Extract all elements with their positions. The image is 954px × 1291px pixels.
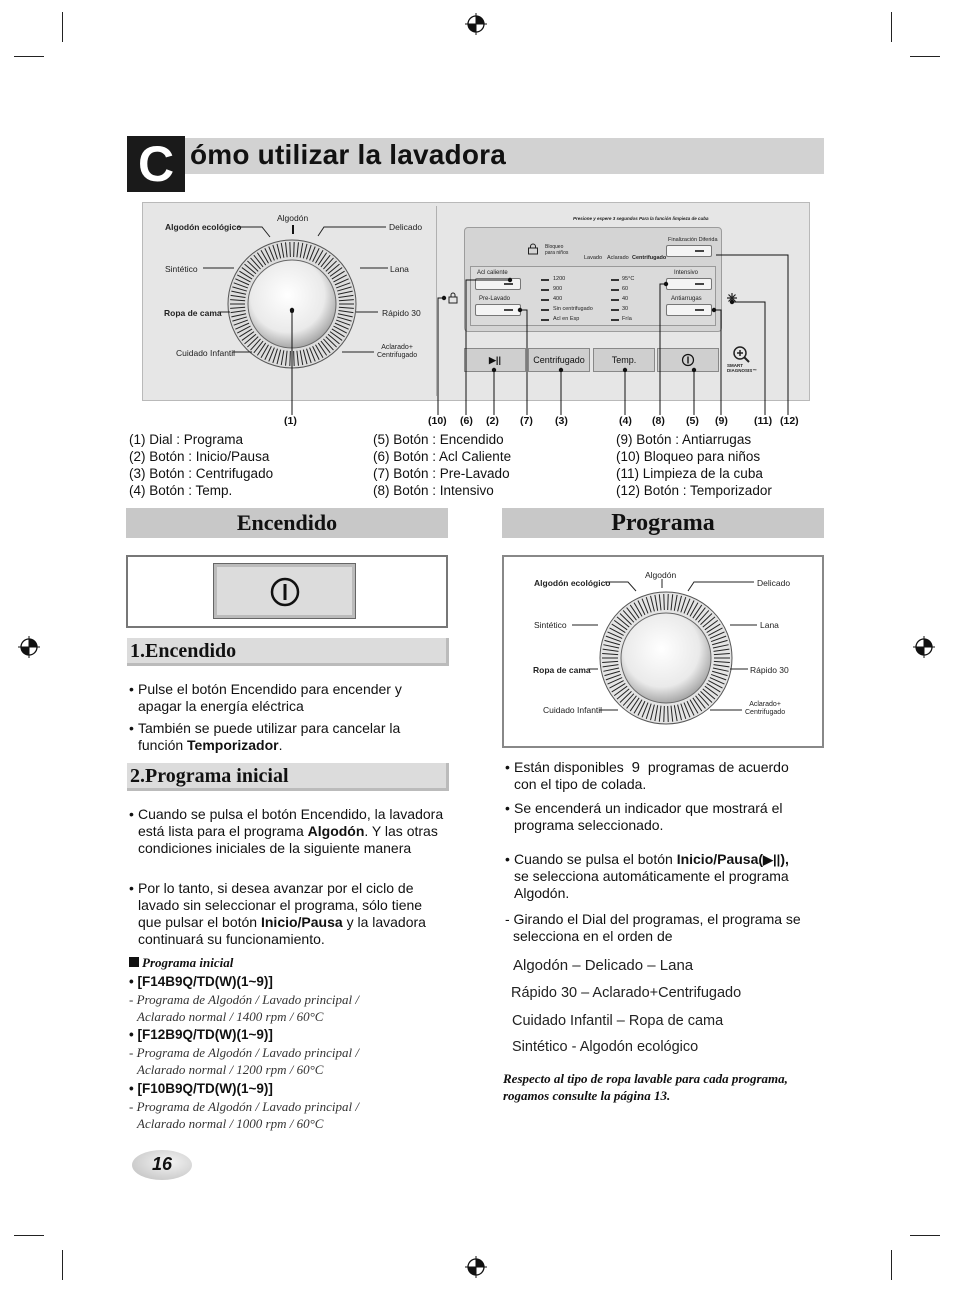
callout-7: (7) <box>520 415 533 427</box>
crop-mark <box>910 1235 940 1236</box>
spin-option: 400 <box>553 296 563 302</box>
callout-6: (6) <box>460 415 473 427</box>
callout-12: (12) <box>780 415 799 427</box>
callout-8: (8) <box>652 415 665 427</box>
legend-item: (1) Dial : Programa <box>129 432 244 447</box>
crop-mark <box>14 56 44 57</box>
dial-label-aclarado: Aclarado+ Centrifugado <box>377 344 418 359</box>
callout-9: (9) <box>715 415 728 427</box>
encendido-subheader: 1.Encendido <box>127 638 449 666</box>
dial-label-eco: Algodón ecológico <box>534 578 611 588</box>
crop-mark <box>910 56 940 57</box>
dial-label-lana: Lana <box>390 264 409 274</box>
dial-label-aclarado: Aclarado+ Centrifugado <box>745 701 786 716</box>
model-desc: - Programa de Algodón / Lavado principal / Aclarado normal / 1200 rpm / 60°C <box>129 1045 360 1077</box>
registration-mark-icon <box>913 636 935 658</box>
programa-bullet-3: • Cuando se pulsa el botón Inicio/Pausa(▶||), se selecciona automáticamente el programa Algodón. <box>505 851 789 901</box>
callout-lines <box>280 250 800 420</box>
legend-item: (2) Botón : Inicio/Pausa <box>129 449 270 464</box>
legend-col-1 <box>129 431 273 499</box>
temp-option: 95°C <box>622 276 635 282</box>
programa-inicial-subheader: 2.Programa inicial <box>127 763 449 791</box>
power-icon <box>269 576 301 608</box>
registration-mark-icon <box>465 13 487 35</box>
programa-header: Programa <box>502 508 824 538</box>
page-title: ómo utilizar la lavadora <box>190 139 506 170</box>
temp-option: 40 <box>622 296 629 302</box>
legend-item: (11) Limpieza de la cuba <box>616 466 763 481</box>
smart-diagnosis-label: SMART DIAGNOSIS™ <box>727 363 757 373</box>
temp-option: 30 <box>622 306 629 312</box>
pre-lavado-label: Pre-Lavado <box>479 296 511 302</box>
callout-10: (10) <box>428 415 447 427</box>
dial-leader-lines <box>502 555 824 748</box>
dial-label-algodon: Algodón <box>277 213 309 223</box>
legend-item: (3) Botón : Centrifugado <box>129 466 274 481</box>
crop-mark <box>891 1250 892 1280</box>
legend-item: (10) Bloqueo para niños <box>616 449 761 464</box>
legend-item: (6) Botón : Acl Caliente <box>373 449 512 464</box>
dial-label-eco: Algodón ecológico <box>165 222 242 232</box>
dial-label-algodon: Algodón <box>645 570 677 580</box>
dial-label-delicado: Delicado <box>757 578 791 588</box>
spin-option: 900 <box>553 286 563 292</box>
page-number: 16 <box>152 1154 173 1174</box>
temp-button[interactable]: Temp. <box>593 348 655 372</box>
callout-3: (3) <box>555 415 568 427</box>
square-bullet-icon <box>129 957 139 967</box>
program-order-line: Algodón – Delicado – Lana <box>513 957 694 974</box>
spin-option: Sin centrifugado <box>553 306 593 312</box>
registration-mark-icon <box>465 1256 487 1278</box>
intensivo-label: Intensivo <box>674 270 699 276</box>
dial-label-sintetico: Sintético <box>534 620 567 630</box>
acl-caliente-label: Acl caliente <box>477 270 508 276</box>
callout-2: (2) <box>486 415 499 427</box>
start-pause-button[interactable]: ▶|| <box>464 348 526 372</box>
programa-bullet-1: • Están disponibles 9 programas de acuerdo con el tipo de colada. <box>505 759 789 792</box>
dial-label-rapido: Rápido 30 <box>750 665 789 675</box>
programa-dash-text: - Girando el Dial del programas, el programa se selecciona en el orden de <box>505 911 801 944</box>
spin-button[interactable]: Centrifugado <box>528 348 590 372</box>
dial-label-infantil: Cuidado Infantil <box>543 705 603 715</box>
model-desc: - Programa de Algodón / Lavado principal / Aclarado normal / 1400 rpm / 60°C <box>129 992 360 1024</box>
encendido-header: Encendido <box>126 508 448 538</box>
dial-label-ropa-cama: Ropa de cama <box>533 665 591 675</box>
crop-mark <box>891 12 892 42</box>
antiarrugas-label: Antiarrugas <box>671 296 702 302</box>
program-order-line: Rápido 30 – Aclarado+Centrifugado <box>511 985 742 1001</box>
play-pause-icon: ▶|| <box>763 852 781 867</box>
centrifugado-label: Centrifugado <box>632 255 667 261</box>
encendido-bullet-1: • Pulse el botón Encendido para encender y apagar la energía eléctrica <box>129 681 402 714</box>
programa-inicial-bullet-2: • Por lo tanto, si desea avanzar por el ciclo de lavado sin seleccionar el programa, sólo tiene que pulsar el botón Inicio/Pausa y la lavadora continuará su funcionamiento. <box>129 880 426 947</box>
crop-mark <box>14 1235 44 1236</box>
spin-option: 1200 <box>553 276 566 282</box>
callout-11: (11) <box>754 415 773 427</box>
legend-item: (8) Botón : Intensivo <box>373 483 494 498</box>
legend-item: (4) Botón : Temp. <box>129 483 233 498</box>
power-button-illustration <box>214 564 355 618</box>
dial-label-rapido: Rápido 30 <box>382 308 421 318</box>
programa-inicial-label: Programa inicial <box>129 955 233 972</box>
registration-mark-icon <box>18 636 40 658</box>
crop-mark <box>62 12 63 42</box>
callout-1: (1) <box>284 415 297 427</box>
model-name: • [F10B9Q/TD(W)(1~9)] <box>129 1081 273 1096</box>
temp-option: Fría <box>622 316 632 322</box>
legend-item: (9) Botón : Antiarrugas <box>616 432 752 447</box>
crop-mark <box>62 1250 63 1280</box>
callout-4: (4) <box>619 415 632 427</box>
legend-item: (7) Botón : Pre-Lavado <box>373 466 510 481</box>
program-order-line: Cuidado Infantil – Ropa de cama <box>512 1013 724 1029</box>
title-initial: C <box>127 136 185 192</box>
programa-inicial-bullet-1: • Cuando se pulsa el botón Encendido, la lavadora está lista para el programa Algodón. Y las otras condiciones iniciales de la siguiente manera <box>129 806 444 856</box>
bloqueo-label: Bloqueo para niños <box>545 244 569 256</box>
legend-item: (5) Botón : Encendido <box>373 432 504 447</box>
program-order-line: Sintético - Algodón ecológico <box>512 1039 699 1055</box>
model-desc: - Programa de Algodón / Lavado principal / Aclarado normal / 1000 rpm / 60°C <box>129 1099 360 1131</box>
callout-5: (5) <box>686 415 699 427</box>
model-name: • [F14B9Q/TD(W)(1~9)] <box>129 974 273 989</box>
model-name: • [F12B9Q/TD(W)(1~9)] <box>129 1027 273 1042</box>
dial-label-infantil: Cuidado Infantil <box>176 348 236 358</box>
legend-col-2 <box>373 431 511 499</box>
programa-note: Respecto al tipo de ropa lavable para cada programa, rogamos consulte la página 13. <box>503 1071 788 1103</box>
fin-diferido-label: Finalización Diferida <box>668 237 718 243</box>
dial-label-delicado: Delicado <box>389 222 423 232</box>
legend-col-3 <box>616 431 772 499</box>
encendido-bullet-2: • También se puede utilizar para cancelar la función Temporizador. <box>129 720 401 753</box>
lavado-label: Lavado <box>584 255 603 261</box>
aclarado-label: Aclarado <box>607 255 629 261</box>
display-note: Presione y espere 3 segundos Para la función limpieza de cuba <box>573 216 709 221</box>
dial-label-sintetico: Sintético <box>165 264 198 274</box>
programa-bullet-2: • Se encenderá un indicador que mostrará el programa seleccionado. <box>505 800 783 833</box>
legend-item: (12) Botón : Temporizador <box>616 483 772 498</box>
dial-label-ropa-cama: Ropa de cama <box>164 308 222 318</box>
dial-label-lana: Lana <box>760 620 779 630</box>
spin-option: Acl en Esp <box>553 316 580 322</box>
temp-option: 60 <box>622 286 629 292</box>
